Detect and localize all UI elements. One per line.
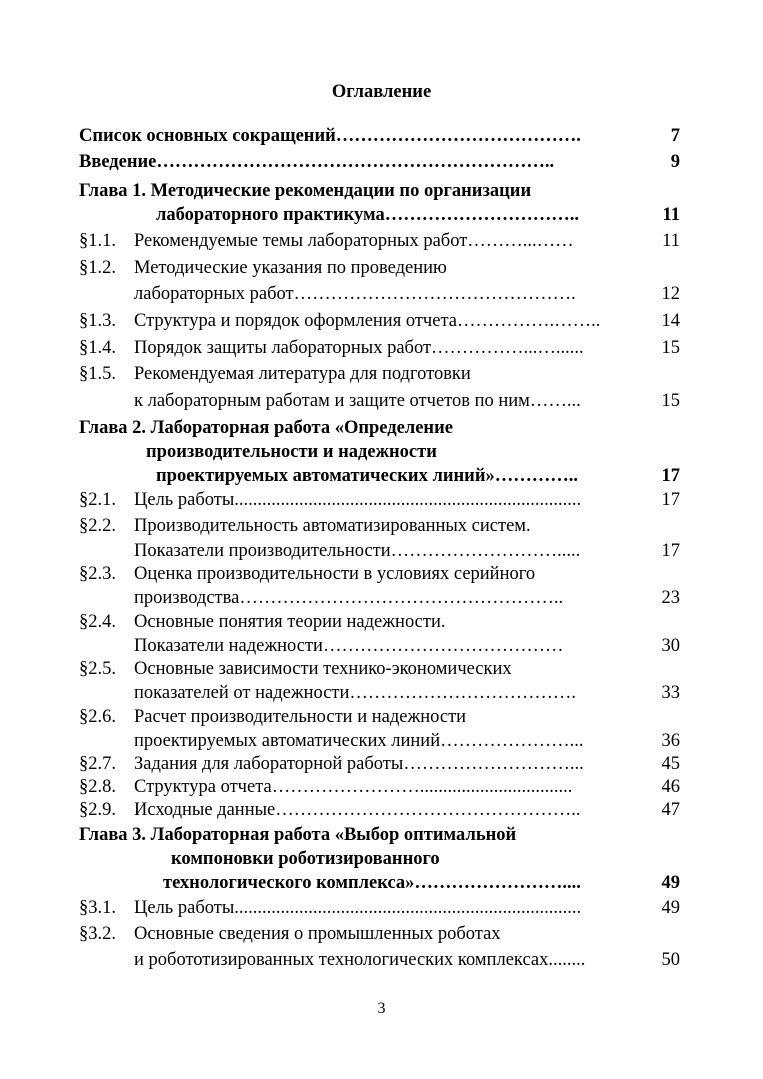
section-number: §2.9. — [79, 800, 116, 820]
entry-page-number: 17 — [661, 466, 680, 486]
toc-entry — [0, 203, 763, 227]
entry-page-number: 15 — [661, 338, 680, 358]
toc-entry — [0, 847, 763, 871]
toc-entry — [0, 514, 763, 538]
entry-title: Показатели надежности………………………………… — [134, 636, 564, 656]
toc-entry — [0, 539, 763, 563]
toc-entry — [0, 681, 763, 705]
toc-entry — [0, 256, 763, 280]
entry-title: технологического комплекса»…………………….... — [163, 873, 581, 893]
entry-title: Список основных сокращений…………………………………. — [79, 126, 581, 146]
entry-title: Цель работы........................................................................... — [134, 898, 582, 918]
section-number: §2.4. — [79, 612, 116, 632]
toc-entry — [0, 179, 763, 203]
entry-page-number: 14 — [661, 311, 680, 331]
entry-page-number: 36 — [661, 731, 680, 751]
entry-page-number: 9 — [670, 152, 680, 172]
entry-page-number: 7 — [670, 126, 680, 146]
entry-title: Структура и порядок оформления отчета…………….…….. — [134, 311, 601, 331]
page-number: 3 — [377, 1000, 386, 1017]
entry-title: Задания для лабораторной работы………………………... — [134, 754, 584, 774]
toc-entry — [0, 657, 763, 681]
entry-title: Глава 1. Методические рекомендации по организации — [79, 181, 532, 201]
toc-entry — [0, 488, 763, 512]
section-number: §2.7. — [79, 754, 116, 774]
entry-title: Исходные данные………………………………………….. — [134, 800, 581, 820]
entry-title: лабораторного практикума………………………….. — [156, 205, 580, 225]
toc-entry — [0, 922, 763, 946]
entry-page-number: 47 — [661, 800, 680, 820]
section-number: §3.2. — [79, 924, 116, 944]
entry-title: Основные понятия теории надежности. — [134, 612, 446, 632]
toc-entry — [0, 440, 763, 464]
toc-entry — [0, 562, 763, 586]
section-number: §2.8. — [79, 777, 116, 797]
entry-title: Введение……………………………………………………….. — [79, 152, 555, 172]
entry-title: Цель работы........................................................................... — [134, 490, 582, 510]
section-number: §1.4. — [79, 338, 116, 358]
entry-page-number: 23 — [661, 588, 680, 608]
entry-title: Расчет производительности и надежности — [134, 707, 467, 727]
section-number: §2.5. — [79, 659, 116, 679]
entry-title: Структура отчета……………………................................. — [134, 777, 573, 797]
section-number: §2.3. — [79, 564, 116, 584]
toc-entry — [0, 948, 763, 972]
entry-page-number: 17 — [661, 490, 680, 510]
toc-entry — [0, 309, 763, 333]
entry-title: Глава 3. Лабораторная работа «Выбор оптимальной — [79, 825, 517, 845]
entry-title: Рекомендуемая литература для подготовки — [134, 364, 471, 384]
toc-entry — [0, 416, 763, 440]
toc-entry — [0, 229, 763, 253]
entry-title: Основные сведения о промышленных роботах — [134, 924, 501, 944]
toc-entry — [0, 336, 763, 360]
section-number: §2.2. — [79, 516, 116, 536]
entry-page-number: 46 — [661, 777, 680, 797]
toc-entry — [0, 871, 763, 895]
toc-entry — [0, 896, 763, 920]
entry-page-number: 15 — [661, 391, 680, 411]
entry-title: Показатели производительности………………………..... — [134, 541, 581, 561]
toc-entry — [0, 775, 763, 799]
section-number: §2.6. — [79, 707, 116, 727]
toc-entry — [0, 282, 763, 306]
toc-entry — [0, 634, 763, 658]
section-number: §1.5. — [79, 364, 116, 384]
entry-title: Глава 2. Лабораторная работа «Определение — [79, 418, 453, 438]
toc-entry — [0, 729, 763, 753]
entry-title: Производительность автоматизированных систем. — [134, 516, 531, 536]
entry-title: и робототизированных технологических комплексах........ — [134, 950, 586, 970]
entry-title: лабораторных работ………………………………………. — [134, 284, 576, 304]
toc-entry — [0, 586, 763, 610]
toc-entry — [0, 705, 763, 729]
entry-title: к лабораторным работам и защите отчетов по ним……... — [134, 391, 581, 411]
entry-title: показателей от надежности………………………………. — [134, 683, 577, 703]
entry-page-number: 17 — [661, 541, 680, 561]
toc-entry — [0, 464, 763, 488]
toc-entry — [0, 389, 763, 413]
entry-page-number: 30 — [661, 636, 680, 656]
entry-title: Оценка производительности в условиях серийного — [134, 564, 536, 584]
section-number: §3.1. — [79, 898, 116, 918]
entry-title: проектируемых автоматических линий…………………... — [134, 731, 584, 751]
toc-entry — [0, 752, 763, 776]
entry-page-number: 49 — [661, 873, 680, 893]
toc-entry — [0, 798, 763, 822]
entry-title: производительности и надежности — [146, 442, 437, 462]
toc-entry — [0, 124, 763, 148]
entry-title: Рекомендуемые темы лабораторных работ………...…… — [134, 231, 574, 251]
section-number: §2.1. — [79, 490, 116, 510]
entry-page-number: 11 — [662, 205, 680, 225]
entry-title: компоновки роботизированного — [171, 849, 440, 869]
toc-entry — [0, 150, 763, 174]
entry-page-number: 50 — [661, 950, 680, 970]
entry-page-number: 12 — [661, 284, 680, 304]
entry-title: производства…………………………………………….. — [134, 588, 564, 608]
toc-entry — [0, 610, 763, 634]
section-number: §1.3. — [79, 311, 116, 331]
entry-page-number: 49 — [661, 898, 680, 918]
entry-title: Порядок защиты лабораторных работ……………...…...... — [134, 338, 584, 358]
toc-entry — [0, 823, 763, 847]
section-number: §1.2. — [79, 258, 116, 278]
section-number: §1.1. — [79, 231, 116, 251]
entry-title: Основные зависимости технико-экономических — [134, 659, 512, 679]
entry-title: проектируемых автоматических линий»………….. — [156, 466, 578, 486]
entry-page-number: 45 — [661, 754, 680, 774]
entry-page-number: 11 — [662, 231, 680, 251]
toc-title: Оглавление — [331, 82, 432, 102]
entry-page-number: 33 — [661, 683, 680, 703]
toc-entry — [0, 362, 763, 386]
entry-title: Методические указания по проведению — [134, 258, 447, 278]
